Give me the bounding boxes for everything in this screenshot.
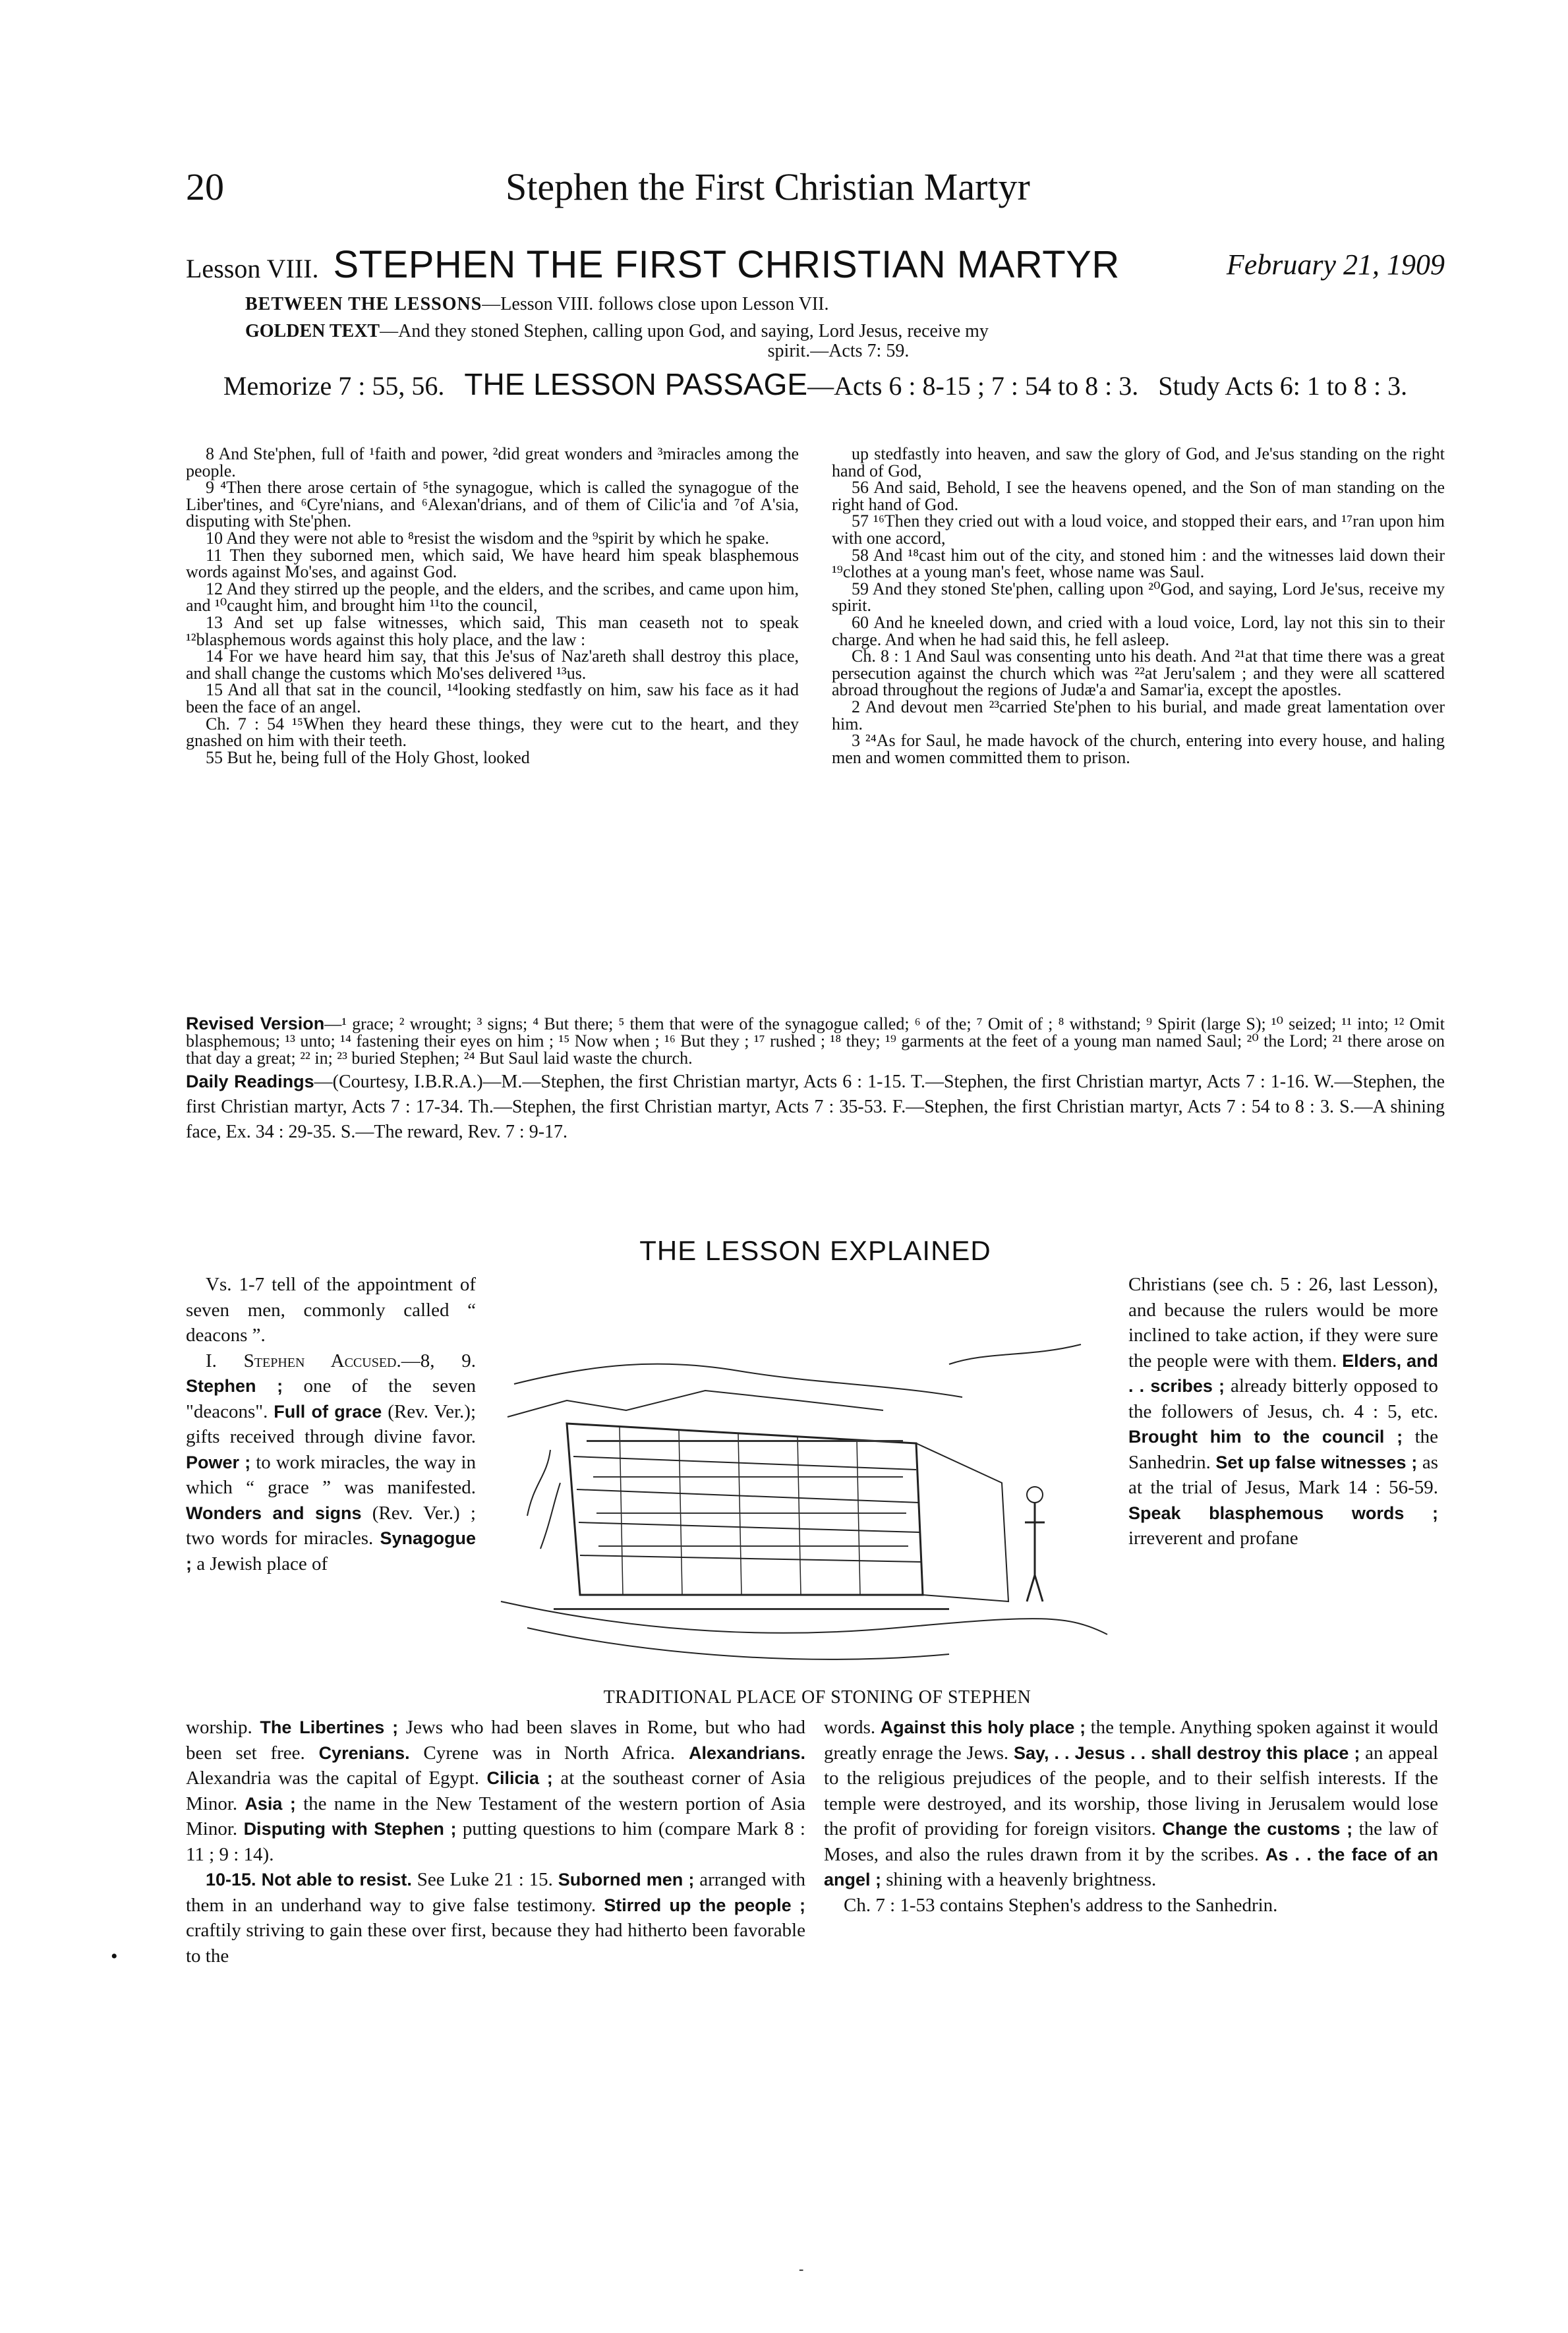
text-run: See Luke 21 : 15. [411,1869,553,1890]
verse: 56 And said, Behold, I see the heavens opened, and the Son of man standing on the right hand of God. [832,478,1445,514]
memorize-line [186,369,1445,442]
between-text: —Lesson VIII. follows close upon Lesson VII. [482,294,829,314]
daily-readings-text: —(Courtesy, I.B.R.A.)—M.—Stephen, the first Christian martyr, Acts 6 : 1-15. T.—Stephen, the first Christian martyr, Acts 7 : 1-16. W.—Stephen, the first Christian martyr, Acts 7 : 17-34. Th.—Stephen, the first Christian martyr, Acts 7 : 35-53. F.—Stephen, the first Christian martyr, Acts 7 : 54 to 8 : 3. S.—A shining face, Ex. 34 : 29-35. S.—The reward, Rev. 7 : 9-17. [186,1072,1445,1142]
between-label: BETWEEN THE LESSONS [245,294,482,314]
keyword: Disputing with Stephen ; [243,1819,457,1839]
text-run: —8, 9. [401,1350,476,1371]
keyword: Set up false witnesses ; [1215,1452,1418,1472]
hatching [554,1440,949,1610]
lesson-title-line [186,243,1445,289]
sky-line [949,1344,1081,1364]
keyword: The Libertines ; [260,1717,399,1737]
text-run: the law of Moses, and also the rules drawn from it by the scribes. [824,1818,1438,1865]
text-run: craftily striving to gain these over first, because they had hitherto been favorable to the [186,1920,805,1967]
keyword: Stephen ; [186,1376,283,1396]
verse: 3 ²⁴As for Saul, he made havock of the church, entering into every house, and haling men and women committed them to prison. [832,731,1445,767]
text-run: arranged with them in an underhand way to give false testimony. [186,1869,806,1916]
stoning-place-illustration [488,1285,1120,1694]
page-number: 20 [186,165,224,208]
wall-joints [620,1427,860,1595]
explanation-paragraph: Ch. 7 : 1-53 contains Stephen's address to the Sanhedrin. [844,1894,1278,1916]
text-run: Alexandria was the capital of Egypt. [186,1768,479,1789]
keyword: Alexandrians. [688,1743,806,1763]
text-run: the temple. Anything spoken against it would greatly enrage the Jews. [824,1717,1439,1764]
verse: 11 Then they suborned men, which said, We have heard him speak blasphemous words against Mo'ses, and against God. [186,545,799,582]
scripture-left-column [186,446,799,766]
explanation-paragraph [186,1715,805,1867]
text-run: to work miracles, the way in which “ grace ” was manifested. [186,1451,476,1498]
verse: 12 And they stirred up the people, and the elders, and the scribes, and came upon him, and ¹⁰caught him, and brought him ¹¹to the council, [186,579,799,616]
explanation-paragraph [186,1348,476,1577]
verse: 14 For we have heard him say, that this Je'sus of Naz'areth shall destroy this place, and shall change the customs which Mo'ses delivered ¹³us. [186,647,799,683]
text-run: the Sanhedrin. [1128,1426,1438,1473]
scripture-passage [186,446,1445,999]
keyword: Synagogue ; [186,1528,476,1574]
text-run: an appeal to the religious prejudices of the people, and to their selfish interests. If the temple were destroyed, and its worship, those living in Jerusalem would lose the profit of providing for foreign visitors. [824,1742,1438,1839]
text-run: already bitterly opposed to the followers of Jesus, ch. 4 : 5, etc. [1128,1375,1438,1422]
golden-text [245,322,1432,361]
text-run: worship. [186,1717,252,1738]
verse: 60 And he kneeled down, and cried with a loud voice, Lord, lay not this sin to their charge. And when he had said this, he fell asleep. [832,612,1445,649]
explanation-paragraph [824,1715,1438,1893]
foliage [527,1450,560,1549]
explanation-intro: Vs. 1-7 tell of the appointment of seven men, commonly called “ deacons ”. [186,1274,476,1346]
revised-version-notes [186,1015,1445,1067]
keyword: As . . the face of an angel ; [824,1844,1439,1889]
keyword: 10-15. Not able to resist. [206,1870,412,1889]
text-run: at the southeast corner of Asia Minor. [186,1768,806,1814]
keyword: Cilicia ; [486,1768,553,1788]
ridge-line [514,1364,962,1397]
between-the-lessons [245,294,829,315]
verse: 15 And all that sat in the council, ¹⁴looking stedfastly on him, saw his face as it had been the face of an angel. [186,680,799,716]
figure-head [1027,1487,1043,1503]
verse: Ch. 7 : 54 ¹⁵When they heard these things, they were cut to the heart, and they gnashed on him with their teeth. [186,714,799,751]
verse: 13 And set up false witnesses, which said, This man ceaseth not to speak ¹²blasphemous words against this holy place, and the law : [186,612,799,649]
explanation-paragraph [1128,1272,1438,1551]
verse: 55 But he, being full of the Holy Ghost, looked [206,747,530,767]
golden-text-reference: spirit.—Acts 7: 59. [767,341,910,361]
ground-line [501,1601,1107,1634]
revised-version-text: —¹ grace; ² wrought; ³ signs; ⁴ But there; ⁵ them that were of the synagogue called; ⁶ of the; ⁷ Omit of ; ⁸ withstand; ⁹ Spirit (large S); ¹⁰ seized; ¹¹ into; ¹² Omit blasphemous; ¹³ unto; ¹⁴ fastening their eyes on him ; ¹⁵ Now when ; ¹⁶ But they ; ¹⁷ rushed ; ¹⁸ they; ¹⁹ garments at the feet of a young man named Saul; ²⁰ the Lord; ²¹ there arose on that day a great; ²² in; ²³ buried Stephen; ²⁴ But Saul laid waste the church. [186,1014,1445,1068]
keyword: Speak blasphemous words ; [1128,1503,1438,1523]
text-run: shining with a heavenly brightness. [881,1869,1157,1890]
margin-bullet: • [111,1945,118,1967]
keyword: Full of grace [274,1401,382,1422]
verse: 58 And ¹⁸cast him out of the city, and stoned him : and the witnesses laid down their ¹⁹clothes at a young man's feet, whose name was Saul. [832,545,1445,582]
verse: 2 And devout men ²³carried Ste'phen to his burial, and made great lamentation over him. [832,697,1445,734]
revised-version-label: Revised Version [186,1014,325,1033]
keyword: Say, . . Jesus . . shall destroy this place ; [1013,1743,1360,1763]
lesson-title: STEPHEN THE FIRST CHRISTIAN MARTYR [333,243,1120,286]
daily-readings-label: Daily Readings [186,1072,314,1091]
verse: Ch. 8 : 1 And Saul was consenting unto his death. And ²¹at that time there was a great persecution against the church which was ²²at Jeru'salem ; and they were all scattered abroad throughout the regions of Judæ'a and Samar'ia, except the apostles. [832,647,1445,700]
golden-text-body: —And they stoned Stephen, calling upon God, and saying, Lord Jesus, receive my [380,321,989,341]
scripture-right-column [832,446,1445,766]
text-run: a Jewish place of [192,1553,328,1574]
ridge-line [508,1391,883,1417]
text-run: Cyrene was in North Africa. [409,1742,676,1764]
text-run: Jews who had been slaves in Rome, but who had been set free. [186,1717,806,1764]
keyword: Elders, and . . scribes ; [1128,1350,1438,1396]
verse: up stedfastly into heaven, and saw the glory of God, and Je'sus standing on the right hand of God, [832,444,1445,480]
keyword: Against this holy place ; [880,1717,1086,1737]
verse: 59 And they stoned Ste'phen, calling upon ²⁰God, and saying, Lord Je'sus, receive my spirit. [832,579,1445,616]
text-run: (Rev. Ver.) ; two words for miracles. [186,1502,476,1549]
explanation-right-bottom [824,1715,1438,1918]
keyword: Asia ; [245,1793,296,1814]
text-run: as at the trial of Jesus, Mark 14 : 56-59. [1128,1451,1438,1498]
text-run: the name in the New Testament of the western portion of Asia Minor. [186,1793,806,1839]
keyword: Change the customs ; [1162,1819,1353,1839]
keyword: Power ; [186,1452,251,1472]
text-run: Christians (see ch. 5 : 26, last Lesson), and because the rulers would be more inclined to take action, if they were sure the people were with them. [1128,1274,1438,1371]
text-run: irreverent and profane [1128,1528,1298,1549]
verse: 8 And Ste'phen, full of ¹faith and power, ²did great wonders and ³miracles among the people. [186,444,799,480]
golden-text-label: GOLDEN TEXT [245,321,380,341]
verse: 57 ¹⁶Then they cried out with a loud voice, and stopped their ears, and ¹⁷ran upon him with one accord, [832,511,1445,548]
lesson-date: February 21, 1909 [1226,248,1445,281]
explanation-left-bottom [186,1715,805,1969]
verse: 9 ⁴Then there arose certain of ⁵the synagogue, which is called the synagogue of the Liber'tines, and ⁶Cyre'nians, and ⁶Alexan'drians, and of them of Cilic'ia and ⁷of A'sia, disputing with Ste'phen. [186,478,799,531]
lesson-number: Lesson VIII. [186,254,319,283]
running-head [186,165,1392,217]
lesson-passage-label: THE LESSON PASSAGE [464,367,808,401]
study-ref: Study Acts 6: 1 to 8 : 3. [1158,371,1408,401]
text-run: one of the seven "deacons". [186,1375,476,1422]
text-run: words. [824,1717,876,1738]
keyword: Stirred up the people ; [604,1895,805,1915]
text-run: putting questions to him (compare Mark 8 : 11 ; 9 : 14). [186,1818,805,1865]
running-title: Stephen the First Christian Martyr [506,165,1030,208]
explanation-left-top [186,1272,476,1576]
keyword: Wonders and signs [186,1503,362,1523]
text-run: (Rev. Ver.); gifts received through divine favor. [186,1400,477,1447]
keyword: Suborned men ; [558,1870,695,1889]
lesson-explained-heading: THE LESSON EXPLAINED [639,1235,991,1266]
verse: 10 And they were not able to ⁸resist the wisdom and the ⁹spirit by which he spake. [206,528,770,548]
keyword: Brought him to the council ; [1128,1427,1403,1447]
wall-end [916,1443,1008,1601]
explanation-paragraph [186,1867,805,1969]
stray-mark: - [799,2261,804,2277]
lesson-passage-ref: —Acts 6 : 8-15 ; 7 : 54 to 8 : 3. [807,371,1139,401]
explanation-right-top [1128,1272,1438,1551]
illustration-caption: TRADITIONAL PLACE OF STONING OF STEPHEN [603,1687,1031,1708]
standing-figure [1025,1503,1045,1601]
section-heading-stephen-accused: I. Stephen Accused. [206,1350,401,1371]
daily-readings [186,1069,1445,1145]
keyword: Cyrenians. [318,1743,410,1763]
memorize-text: Memorize 7 : 55, 56. [223,371,445,401]
